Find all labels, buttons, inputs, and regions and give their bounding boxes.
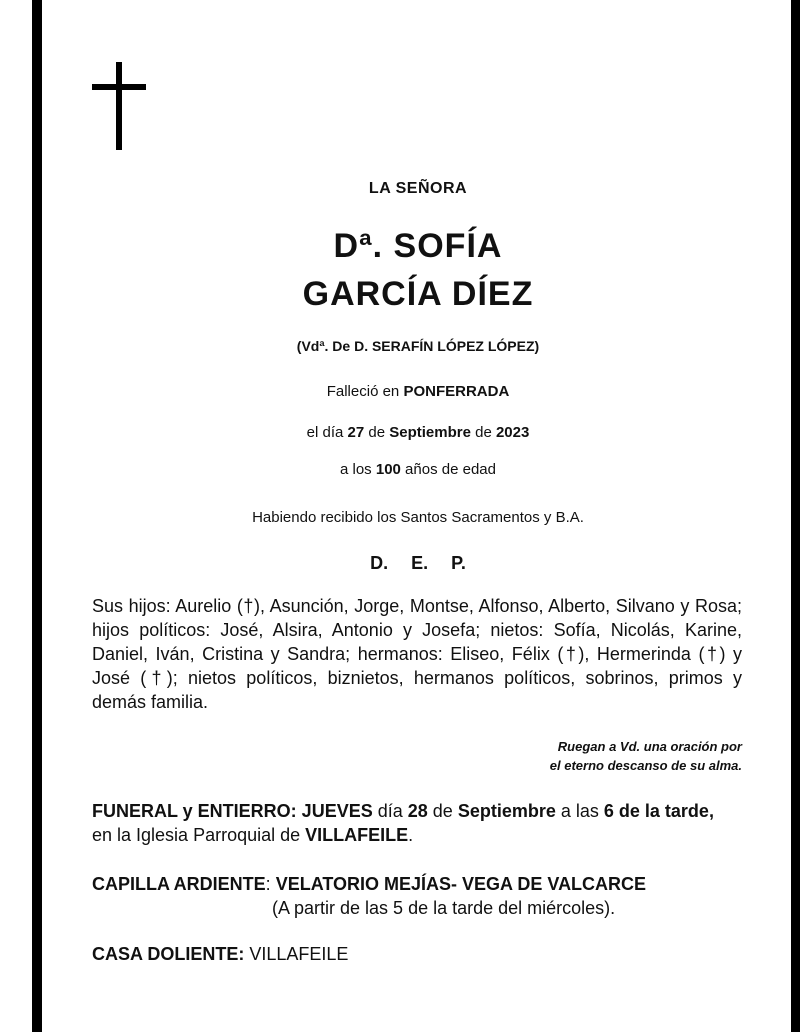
place-name: PONFERRADA: [403, 383, 510, 400]
dep-line: D. E. P.: [370, 553, 466, 573]
death-date: el día 27 de Septiembre de 2023: [306, 424, 530, 441]
death-place: Falleció en PONFERRADA: [326, 383, 510, 400]
name-line-2: GARCÍA DÍEZ: [302, 275, 534, 313]
sacraments-line: Habiendo recibido los Santos Sacramentos y B.A.: [252, 509, 584, 526]
prayer-request: Ruegan a Vd. una oración por el eterno descanso de su alma.: [549, 739, 742, 773]
widow-note: (Vdª. De D. SERAFÍN LÓPEZ LÓPEZ): [296, 338, 540, 354]
capilla-note: (A partir de las 5 de la tarde del miércoles).: [272, 898, 616, 918]
casa-label: CASA DOLIENTE:: [92, 944, 245, 964]
age-line: a los 100 años de edad: [340, 461, 496, 478]
casa-info: CASA DOLIENTE: VILLAFEILE: [92, 944, 349, 964]
cross-icon: [92, 62, 146, 152]
family-list: Sus hijos: Aurelio (†), Asunción, Jorge, Montse, Alfonso, Alberto, Silvano y Rosa; hijos políticos: José, Alsira, Antonio y Josefa; nietos: Sofía, Nicolás, Karine, Daniel, Iván, Cristina y Sandra; hermanos: Eliseo, Félix (†), Hermerinda (†) y José (†); nietos políticos, biznietos, hermanos políticos, sobrinos, primos y demás familia.: [92, 596, 742, 712]
title-label: LA SEÑORA: [368, 180, 468, 197]
name-line-1: Dª. SOFÍA: [333, 227, 503, 265]
funeral-info: FUNERAL y ENTIERRO: JUEVES día 28 de Septiembre a las 6 de la tarde, en la Iglesia Parroquial de VILLAFEILE.: [92, 801, 714, 845]
capilla-info: CAPILLA ARDIENTE: VELATORIO MEJÍAS- VEGA DE VALCARCE (A partir de las 5 de la tarde del miércoles).: [92, 874, 647, 918]
funeral-label: FUNERAL y ENTIERRO: JUEVES: [92, 801, 373, 821]
deceased-name: [92, 222, 744, 318]
capilla-label: CAPILLA ARDIENTE: [92, 874, 266, 894]
left-border: [32, 0, 42, 1032]
right-border: [791, 0, 800, 1032]
